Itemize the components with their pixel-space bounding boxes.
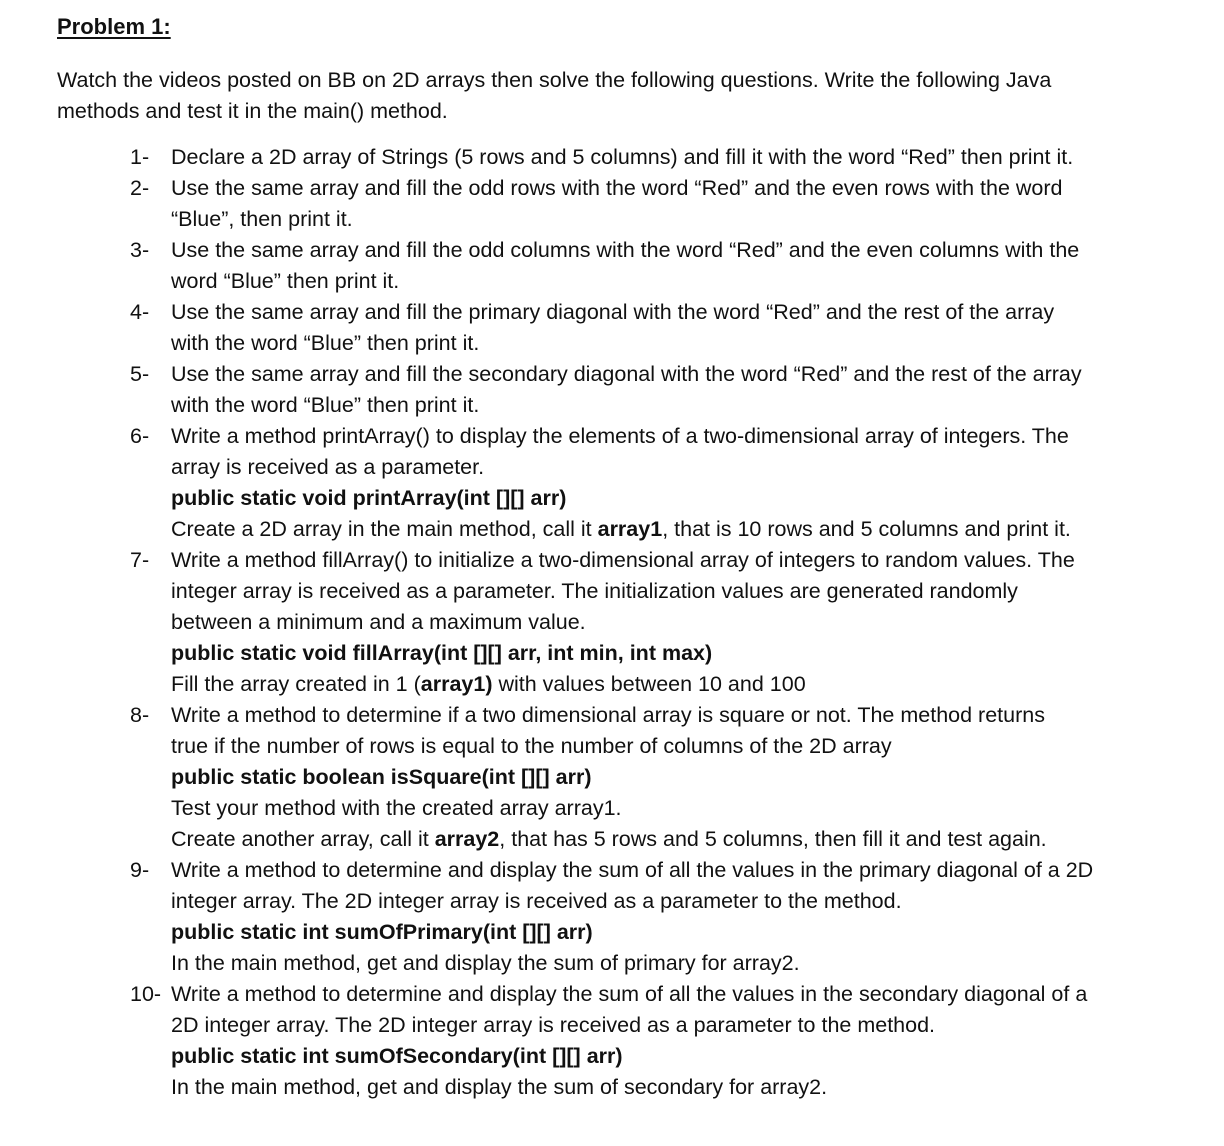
question-number: 3- [130, 238, 150, 262]
note-text: Fill the array created in 1 ( [171, 672, 421, 696]
intro-paragraph [57, 65, 1187, 127]
question-text-line: Write a method to determine if a two dimensional array is square or not. The method returns [171, 703, 1045, 727]
note-text: with values between 10 and 100 [492, 672, 806, 696]
method-signature: public static boolean isSquare(int [][] arr) [171, 765, 592, 789]
question-number: 7- [130, 548, 150, 572]
question-body [171, 173, 1224, 235]
question-number: 8- [130, 703, 150, 727]
method-signature: public static int sumOfSecondary(int [][] arr) [171, 1044, 623, 1068]
question-number: 10- [130, 982, 162, 1006]
array-name: array1) [420, 672, 493, 696]
note-text: , that has 5 rows and 5 columns, then fill it and test again. [499, 827, 1047, 851]
question-note-line [171, 514, 1224, 545]
question-item-1 [0, 142, 1224, 173]
question-item-10 [0, 979, 1224, 1103]
question-note-line: In the main method, get and display the sum of secondary for array2. [171, 1075, 828, 1099]
question-item-6 [0, 421, 1224, 545]
question-text-line: integer array is received as a parameter. The initialization values are generated randomly [171, 579, 1018, 603]
question-item-4 [0, 297, 1224, 359]
question-note-line [171, 669, 1224, 700]
question-text-line: with the word “Blue” then print it. [171, 331, 480, 355]
problem-heading: Problem 1: [57, 14, 171, 39]
question-body [171, 700, 1224, 855]
question-body [171, 545, 1224, 700]
note-text: , that is 10 rows and 5 columns and print it. [662, 517, 1071, 541]
question-number: 2- [130, 176, 150, 200]
question-body [171, 979, 1224, 1103]
question-text-line: 2D integer array. The 2D integer array is received as a parameter to the method. [171, 1013, 936, 1037]
question-text-line: between a minimum and a maximum value. [171, 610, 586, 634]
intro-line: methods and test it in the main() method. [57, 99, 448, 123]
question-body [171, 421, 1224, 545]
question-number: 4- [130, 300, 150, 324]
question-note-line: In the main method, get and display the sum of primary for array2. [171, 951, 800, 975]
question-number: 9- [130, 858, 150, 882]
question-text-line: Write a method printArray() to display the elements of a two-dimensional array of integers. The [171, 424, 1069, 448]
question-text-line: integer array. The 2D integer array is received as a parameter to the method. [171, 889, 902, 913]
question-number: 1- [130, 145, 150, 169]
question-note-line: Test your method with the created array array1. [171, 796, 622, 820]
question-text-line: Write a method fillArray() to initialize a two-dimensional array of integers to random values. The [171, 548, 1075, 572]
note-text: Create another array, call it [171, 827, 435, 851]
question-text-line: Declare a 2D array of Strings (5 rows and 5 columns) and fill it with the word “Red” then print it. [171, 145, 1074, 169]
question-body [171, 855, 1224, 979]
question-list [0, 142, 1224, 1103]
method-signature: public static int sumOfPrimary(int [][] arr) [171, 920, 593, 944]
question-item-2 [0, 173, 1224, 235]
question-body [171, 235, 1224, 297]
question-item-5 [0, 359, 1224, 421]
question-text-line: Use the same array and fill the odd columns with the word “Red” and the even columns with the [171, 238, 1080, 262]
question-text-line: “Blue”, then print it. [171, 207, 353, 231]
question-text-line: with the word “Blue” then print it. [171, 393, 480, 417]
question-body [171, 359, 1224, 421]
question-number: 6- [130, 424, 150, 448]
question-text-line: Use the same array and fill the primary diagonal with the word “Red” and the rest of the array [171, 300, 1055, 324]
method-signature: public static void fillArray(int [][] arr, int min, int max) [171, 641, 713, 665]
question-text-line: word “Blue” then print it. [171, 269, 400, 293]
question-item-9 [0, 855, 1224, 979]
question-text-line: Use the same array and fill the secondary diagonal with the word “Red” and the rest of the array [171, 362, 1082, 386]
question-note-line [171, 824, 1224, 855]
question-item-3 [0, 235, 1224, 297]
question-number: 5- [130, 362, 150, 386]
method-signature: public static void printArray(int [][] arr) [171, 486, 567, 510]
question-text-line: Write a method to determine and display the sum of all the values in the primary diagonal of a 2D [171, 858, 1094, 882]
question-item-7 [0, 545, 1224, 700]
intro-line: Watch the videos posted on BB on 2D arrays then solve the following questions. Write the following Java [57, 68, 1052, 92]
question-item-8 [0, 700, 1224, 855]
array-name: array1 [597, 517, 663, 541]
array-name: array2 [434, 827, 500, 851]
question-text-line: array is received as a parameter. [171, 455, 485, 479]
question-body [171, 297, 1224, 359]
question-body [171, 142, 1224, 173]
question-text-line: Use the same array and fill the odd rows with the word “Red” and the even rows with the word [171, 176, 1063, 200]
question-text-line: true if the number of rows is equal to the number of columns of the 2D array [171, 734, 892, 758]
note-text: Create a 2D array in the main method, call it [171, 517, 598, 541]
question-text-line: Write a method to determine and display the sum of all the values in the secondary diagonal of a [171, 982, 1088, 1006]
